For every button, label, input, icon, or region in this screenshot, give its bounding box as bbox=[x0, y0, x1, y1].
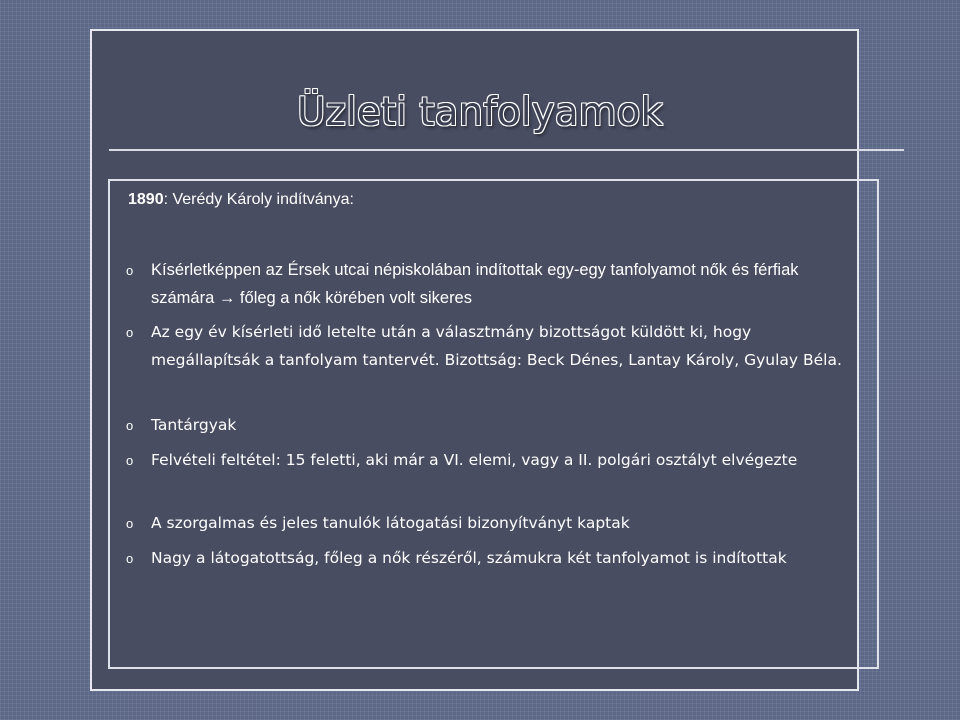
list-item-text: Nagy a látogatottság, főleg a nők részéről, számukra két tanfolyamot is indítottak bbox=[151, 549, 787, 567]
list-item bbox=[126, 411, 851, 439]
list-item-text: Felvételi feltétel: 15 feletti, aki már a VI. elemi, vagy a II. polgári osztályt elvégezte bbox=[151, 451, 798, 469]
list-item bbox=[126, 256, 851, 312]
list-item-text: Tantárgyak bbox=[151, 416, 237, 434]
bullet-marker: o bbox=[126, 551, 134, 566]
list-item bbox=[126, 544, 851, 572]
bullet-marker: o bbox=[126, 263, 134, 278]
intro-year: 1890 bbox=[128, 191, 164, 208]
bullet-marker: o bbox=[126, 325, 134, 340]
list-item bbox=[126, 509, 851, 537]
slide-title: Üzleti tanfolyamok bbox=[296, 90, 664, 135]
list-item-text: Kísérletképpen az Érsek utcai népiskolában indítottak egy-egy tanfolyamot nők és férfiak számára → főleg a nők körében volt sikeres bbox=[151, 261, 799, 307]
bullet-marker: o bbox=[126, 418, 134, 433]
bullet-marker: o bbox=[126, 516, 134, 531]
list-item bbox=[126, 446, 851, 474]
title-divider bbox=[109, 149, 904, 151]
list-item-text: A szorgalmas és jeles tanulók látogatási bizonyítványt kaptak bbox=[151, 514, 630, 532]
intro-text: : Verédy Károly indítványa: bbox=[163, 191, 354, 208]
list-item-text: Az egy év kísérleti idő letelte után a választmány bizottságot küldött ki, hogy megállapítsák a tanfolyam tantervét. Bizottság: Beck Dénes, Lantay Károly, Gyulay Béla. bbox=[151, 323, 842, 369]
intro-line bbox=[128, 189, 354, 211]
bullet-marker: o bbox=[126, 453, 134, 468]
list-item bbox=[126, 318, 851, 374]
